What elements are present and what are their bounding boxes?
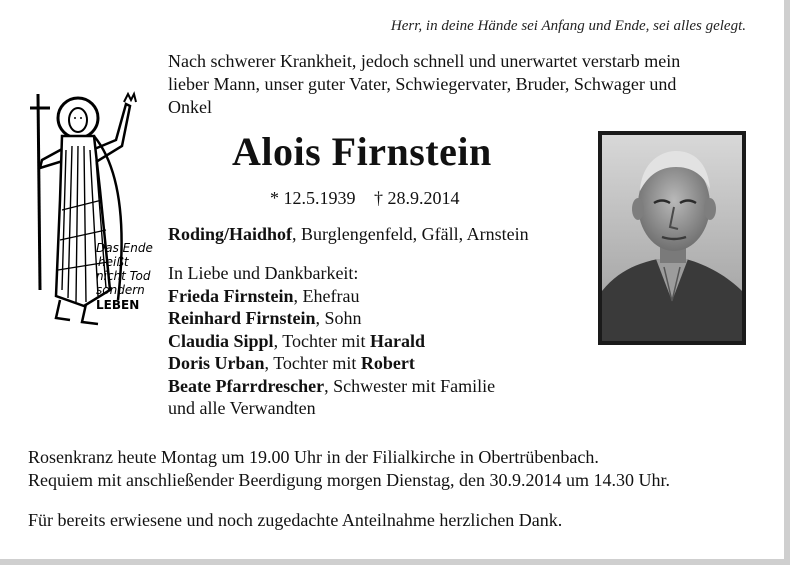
mourners-closing: und alle Verwandten [168, 398, 316, 418]
death-date: † 28.9.2014 [374, 188, 460, 208]
mourner-partner: Harald [369, 330, 425, 351]
mourner-relation: , Tochter mit [264, 353, 361, 373]
residence-main: Roding/Haidhof [168, 224, 293, 244]
residence-rest: , Burglengenfeld, Gfäll, Arnstein [292, 224, 529, 244]
christ-lettering-line: nicht Tod [96, 269, 151, 283]
christ-lettering-line: sondern [96, 283, 145, 297]
mourner-name: Claudia Sippl [168, 330, 274, 351]
rosary-info [28, 446, 768, 492]
mourner-partner: Robert [360, 353, 415, 373]
mourner-row [168, 285, 495, 308]
risen-christ-icon [26, 90, 166, 330]
mourner-row [168, 352, 495, 375]
mourners-block [168, 262, 495, 420]
mourner-name: Doris Urban [168, 353, 265, 373]
mourner-row [168, 307, 495, 330]
intro-line: Nach schwerer Krankheit, jedoch schnell und unerwartet verstarb mein [168, 51, 681, 71]
mourner-relation: , Tochter mit [273, 330, 370, 351]
mourners-heading: In Liebe und Dankbarkeit: [168, 263, 359, 283]
motto-verse: Herr, in deine Hände sei Anfang und Ende, sei alles gelegt. [390, 18, 746, 34]
birth-date: * 12.5.1939 [270, 188, 356, 208]
rosary-line: Rosenkranz heute Montag um 19.00 Uhr in der Filialkirche in Obertrübenbach. [28, 447, 599, 467]
portrait-photo-icon [598, 131, 746, 345]
thanks-line: Für bereits erwiesene und noch zugedachte Anteilnahme herzlichen Dank. [28, 510, 563, 530]
mourner-name: Reinhard Firnstein [168, 308, 316, 328]
mourner-relation: , Schwester mit Familie [324, 375, 496, 396]
intro-line: Onkel [168, 97, 212, 117]
christ-lettering-line: LEBEN [96, 298, 140, 312]
residence-line [168, 224, 529, 245]
christ-lettering-line: heißt [98, 255, 129, 269]
mourner-name: Beate Pfarrdrescher [168, 375, 325, 396]
frame-border-bottom [0, 559, 790, 565]
mourner-row [168, 375, 495, 398]
frame-border-right [784, 0, 790, 565]
deceased-name: Alois Firnstein [232, 129, 492, 174]
mourner-relation: , Ehefrau [293, 285, 360, 306]
life-dates [270, 188, 474, 209]
christ-lettering-line: Das Ende [96, 241, 153, 255]
mourner-name: Frieda Firnstein [168, 285, 294, 306]
requiem-line: Requiem mit anschließender Beerdigung morgen Dienstag, den 30.9.2014 um 14.30 Uhr. [28, 470, 671, 490]
mourner-relation: , Sohn [315, 308, 362, 328]
intro-line: lieber Mann, unser guter Vater, Schwiegervater, Bruder, Schwager und [168, 74, 677, 94]
intro-text [168, 50, 758, 119]
mourner-row [168, 330, 495, 353]
